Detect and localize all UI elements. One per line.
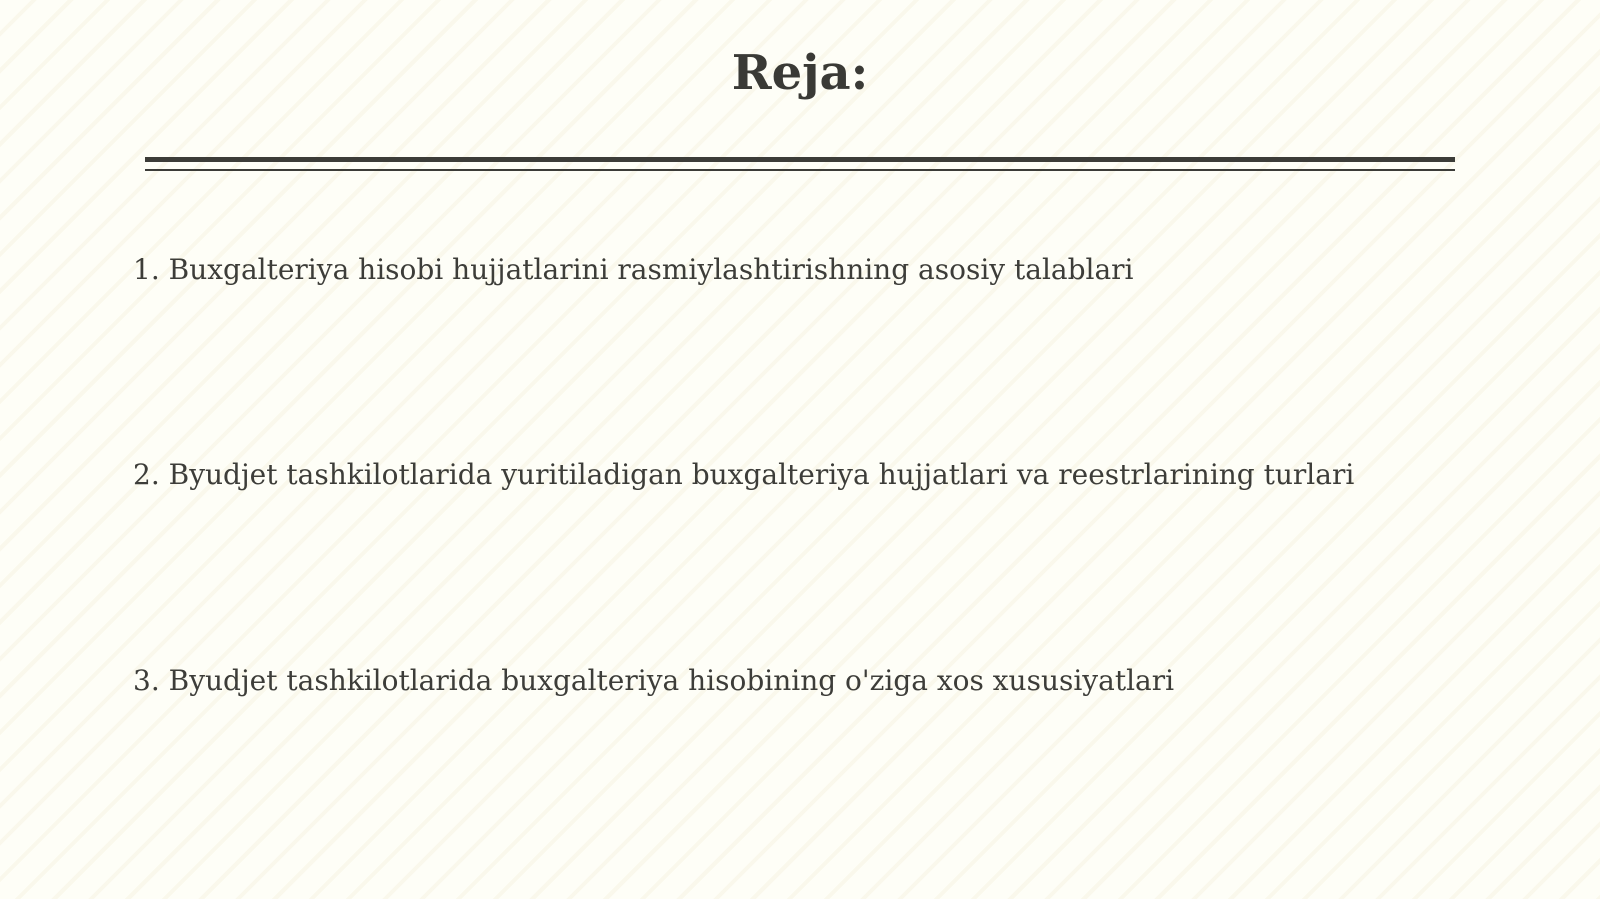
- agenda-item: [133, 250, 1134, 290]
- agenda-item-text: Buxgalteriya hisobi hujjatlarini rasmiylashtirishning asosiy talablari: [168, 253, 1134, 286]
- agenda-item-text: Byudjet tashkilotlarida yuritiladigan buxgalteriya hujjatlari va reestrlarining turlari: [168, 458, 1355, 491]
- agenda-item-number: 2.: [133, 458, 160, 491]
- title-divider-thick: [145, 157, 1455, 162]
- title-divider-thin: [145, 169, 1455, 171]
- agenda-item-number: 3.: [133, 664, 160, 697]
- slide-title: Reja:: [731, 45, 869, 101]
- agenda-item-number: 1.: [133, 253, 160, 286]
- agenda-item: [133, 661, 1174, 701]
- agenda-item-text: Byudjet tashkilotlarida buxgalteriya hisobining o'ziga xos xususiyatlari: [168, 664, 1175, 697]
- agenda-item: [133, 455, 1354, 495]
